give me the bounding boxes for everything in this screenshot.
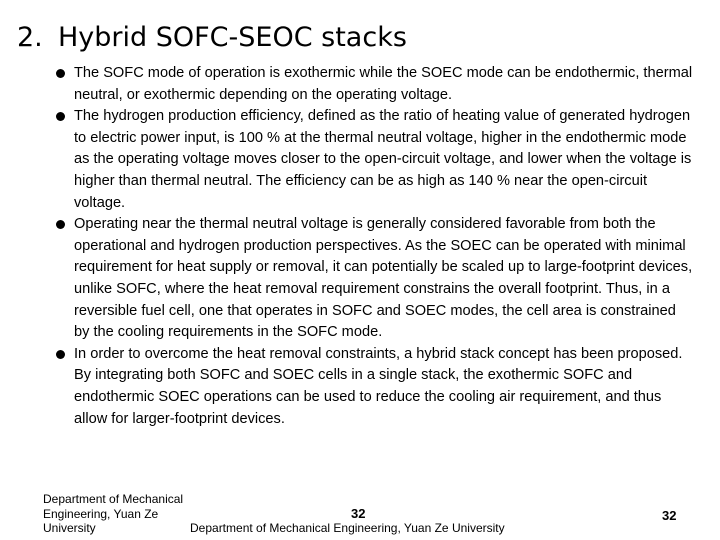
bullet-dot-icon: [56, 350, 65, 359]
title-text: Hybrid SOFC-SEOC stacks: [58, 22, 407, 53]
slide-title: [17, 20, 407, 56]
bullet-dot-icon: [56, 69, 65, 78]
bullet-item: [56, 106, 694, 214]
bullet-item: [56, 214, 694, 344]
footer-page-number-center: 32: [351, 506, 366, 521]
bullet-text: The SOFC mode of operation is exothermic while the SOEC mode can be endothermic, thermal neutral, or exothermic depending on the operating voltage.: [74, 65, 693, 103]
footer-department-center: Department of Mechanical Engineering, Yuan Ze University: [190, 521, 505, 535]
bullet-item: [56, 63, 694, 106]
bullet-text: The hydrogen production efficiency, defined as the ratio of heating value of generated hydrogen to electric power input, is 100 % at the thermal neutral voltage, higher in the endothermic mode as the operating voltage moves closer to the open-circuit voltage, and lower when the voltage is higher than thermal neutral. The efficiency can be as high as 140 % near the open-circuit voltage.: [74, 108, 692, 211]
section-number: 2.: [17, 22, 43, 53]
bullet-text: In order to overcome the heat removal constraints, a hybrid stack concept has been proposed. By integrating both SOFC and SOEC cells in a single stack, the exothermic SOFC and endothermic SOEC operations can be used to reduce the cooling air requirement, and thus allow for larger-footprint devices.: [74, 345, 683, 427]
bullet-text: Operating near the thermal neutral voltage is generally considered favorable from both the operational and hydrogen production perspectives. As the SOEC can be operated with minimal requirement for heat supply or removal, it can potentially be scaled up to large-footprint devices, unlike SOFC, where the heat removal requirement constrains the overall footprint. Thus, in a reversible fuel cell, one that operates in SOFC and SOEC modes, the cell area is constrained by the cooling requirements in the SOFC mode.: [74, 216, 693, 341]
footer-department-left: Department of Mechanical Engineering, Yuan Ze University: [43, 492, 184, 535]
bullet-item: [56, 344, 694, 430]
bullet-dot-icon: [56, 112, 65, 121]
bullet-dot-icon: [56, 220, 65, 229]
footer-page-number-right: 32: [662, 508, 677, 523]
bullet-list: [56, 63, 694, 430]
